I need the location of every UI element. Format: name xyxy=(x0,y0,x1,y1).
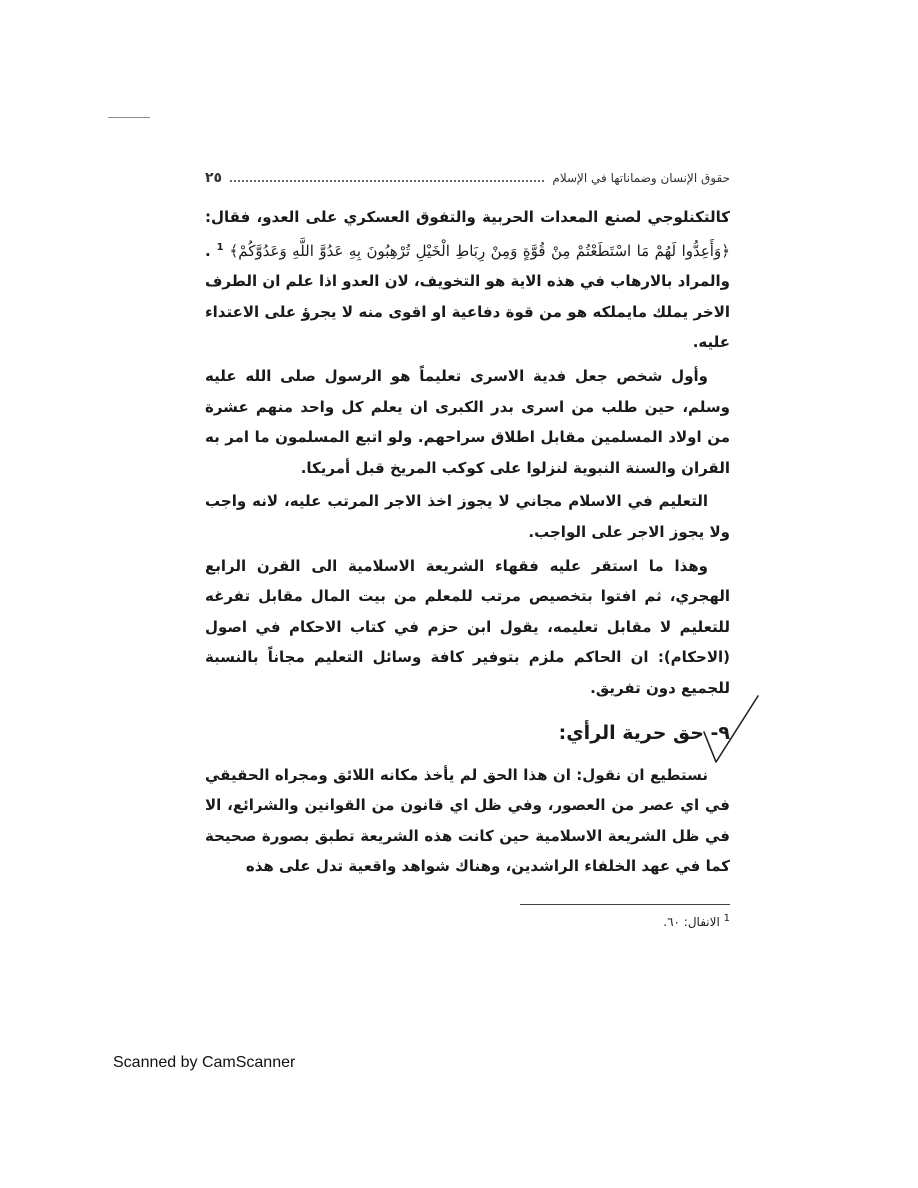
quran-verse: ﴿وَأَعِدُّوا لَهُمْ مَا اسْتَطَعْتُمْ مِنْ قُوَّةٍ وَمِنْ رِبَاطِ الْخَيْلِ تُرْهِبُونَ بِهِ عَدُوَّ اللَّهِ وَعَدُوَّكُمْ﴾ xyxy=(229,241,730,260)
footnote xyxy=(205,913,730,929)
header-title: حقوق الإنسان وضماناتها في الإسلام xyxy=(552,171,730,185)
paragraph-free-education: التعليم في الاسلام مجاني لا يجوز اخذ الاجر المرتب عليه، لانه واجب ولا يجوز الاجر على الواجب. xyxy=(205,492,730,541)
header-dot-leader xyxy=(230,172,544,182)
page-number: ٢٥ xyxy=(205,170,223,186)
paragraph-armament xyxy=(205,202,730,358)
paragraph-jurists: وهذا ما استقر عليه فقهاء الشريعة الاسلامية الى القرن الرابع الهجري، ثم افتوا بتخصيص مرتب للمعلم من بيت المال مقابل تفرغه للتعليم لا مقابل تعليمه، يقول ابن حزم في كتاب الاحكام في اصول (الاحكام): ان الحاكم ملزم بتوفير كافة وسائل التعليم مجاناً بالنسبة للجميع دون تفريق. xyxy=(205,556,730,697)
footnote-text: الانفال: ٦٠. xyxy=(663,914,720,929)
section-heading: ٩- حق حرية الرأي: xyxy=(558,721,730,744)
running-header xyxy=(205,170,730,186)
paragraph-continuation: . والمراد بالارهاب في هذه الاية هو التخويف، لان العدو اذا علم ان الطرف الاخر يملك مايملكه هو من قوة دفاعية او اقوى منه لا يجرؤ على الاعتداء عليه. xyxy=(205,241,730,352)
book-page xyxy=(205,170,730,929)
handwritten-checkmark-icon xyxy=(702,692,762,772)
paragraph-freedom-opinion: نستطيع ان نقول: ان هذا الحق لم يأخذ مكانه اللائق ومجراه الحقيقي في اي عصر من العصور، وفي ظل اي قانون من القوانين والشرائع، الا في ظل الشريعة الاسلامية حين كانت هذه الشريعة تطبق بصورة صحيحة كما في عهد الخلفاء الراشدين، وهناك شواهد واقعية تدل على هذه xyxy=(205,765,730,876)
scanner-watermark: Scanned by CamScanner xyxy=(113,1054,296,1071)
paragraph-captives-ransom: وأول شخص جعل فدية الاسرى تعليماً هو الرسول صلى الله عليه وسلم، حين طلب من اسرى بدر الكبرى ان يعلم كل واحد منهم عشرة من اولاد المسلمين مقابل اطلاق سراحهم. ولو اتبع المسلمون ما امر به القران والسنة النبوية لنزلوا على كوكب المريخ قبل أمريكا. xyxy=(205,366,730,477)
footnote-number: 1 xyxy=(723,912,730,924)
footnote-reference: 1 xyxy=(216,241,224,253)
paragraph-intro: كالتكنلوجي لصنع المعدات الحربية والتفوق العسكري على العدو، فقال: xyxy=(205,208,730,226)
scan-artifact-line xyxy=(108,117,150,118)
footnote-divider xyxy=(520,904,730,905)
